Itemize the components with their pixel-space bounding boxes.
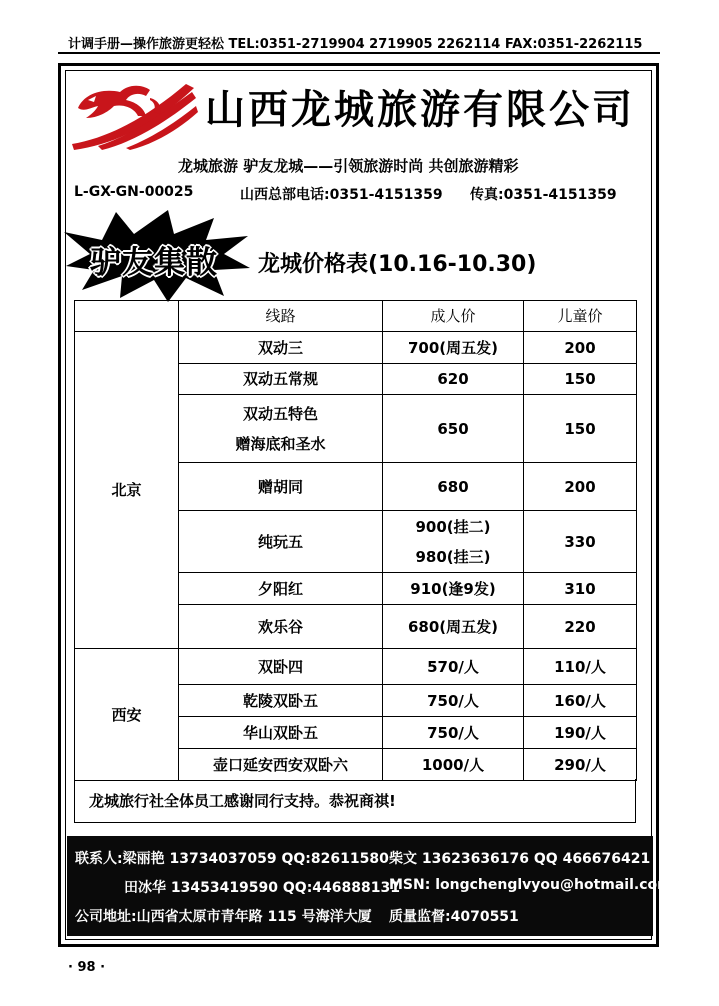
running-header: 计调手册—操作旅游更轻松 TEL:0351-2719904 2719905 2262114 FAX:0351-2262115: [68, 37, 643, 52]
adult-price-cell: [383, 511, 524, 573]
region-cell: 西安: [75, 649, 179, 781]
route-cell: 双动三: [179, 332, 383, 364]
child-price-cell: 310: [524, 573, 637, 605]
contact-panel: [67, 836, 672, 936]
adult-price-line: 980(挂三): [415, 547, 491, 566]
header-region: [75, 301, 179, 332]
company-slogan: 龙城旅游 驴友龙城——引领旅游时尚 共创旅游精彩: [178, 157, 519, 175]
contact-address: 公司地址:山西省太原市青年路 115 号海洋大厦: [75, 909, 372, 925]
contact-line1-left: 联系人:梁丽艳 13734037059 QQ:82611580: [75, 851, 389, 867]
header-child-price: 儿童价: [524, 301, 637, 332]
price-table: [74, 300, 637, 781]
adult-price-cell: 650: [383, 395, 524, 463]
child-price-cell: 110/人: [524, 649, 637, 685]
child-price-cell: 290/人: [524, 749, 637, 781]
hq-fax: 传真:0351-4151359: [470, 187, 617, 203]
thanks-note: 龙城旅行社全体员工感谢同行支持。恭祝商祺!: [74, 779, 636, 823]
contact-line1-right: 柴文 13623636176 QQ 466676421: [389, 851, 651, 867]
adult-price-line: 900(挂二): [415, 517, 491, 536]
child-price-cell: 190/人: [524, 717, 637, 749]
route-cell: 双卧四: [179, 649, 383, 685]
header-rule: [58, 52, 660, 54]
price-table-title: 龙城价格表(10.16-10.30): [258, 252, 537, 277]
adult-price-cell: 680: [383, 463, 524, 511]
contact-supervision: 质量监督:4070551: [389, 909, 519, 925]
license-code: L-GX-GN-00025: [74, 184, 194, 200]
contact-line2-right: MSN: longchenglvyou@hotmail.com: [389, 877, 672, 893]
route-cell: 壶口延安西安双卧六: [179, 749, 383, 781]
adult-price-cell: 700(周五发): [383, 332, 524, 364]
page-number: · 98 ·: [68, 960, 106, 975]
child-price-cell: 200: [524, 463, 637, 511]
adult-price-cell: 750/人: [383, 685, 524, 717]
route-cell: 双动五常规: [179, 364, 383, 395]
route-cell: [179, 395, 383, 463]
adult-price-cell: 570/人: [383, 649, 524, 685]
company-logo: [68, 78, 198, 150]
route-cell: 纯玩五: [179, 511, 383, 573]
contact-line2-left: 田冰华 13453419590 QQ:446888131: [124, 880, 400, 896]
adult-price-cell: 910(逢9发): [383, 573, 524, 605]
route-cell: 夕阳红: [179, 573, 383, 605]
table-row: [75, 649, 637, 685]
route-line: 双动五特色: [242, 404, 318, 423]
table-header-row: [75, 301, 637, 332]
route-cell: 赠胡同: [179, 463, 383, 511]
header-route: 线路: [179, 301, 383, 332]
adult-price-cell: 680(周五发): [383, 605, 524, 649]
header-adult-price: 成人价: [383, 301, 524, 332]
table-row: [75, 332, 637, 364]
child-price-cell: 150: [524, 395, 637, 463]
route-line: 赠海底和圣水: [235, 434, 326, 453]
adult-price-cell: 750/人: [383, 717, 524, 749]
burst-label: 驴友集散: [90, 245, 218, 281]
region-cell: 北京: [75, 332, 179, 649]
company-name: 山西龙城旅游有限公司: [205, 87, 635, 133]
child-price-cell: 200: [524, 332, 637, 364]
hq-phone: 山西总部电话:0351-4151359: [240, 187, 443, 203]
adult-price-cell: 1000/人: [383, 749, 524, 781]
route-cell: 华山双卧五: [179, 717, 383, 749]
route-cell: 乾陵双卧五: [179, 685, 383, 717]
child-price-cell: 160/人: [524, 685, 637, 717]
child-price-cell: 330: [524, 511, 637, 573]
child-price-cell: 220: [524, 605, 637, 649]
route-cell: 欢乐谷: [179, 605, 383, 649]
adult-price-cell: 620: [383, 364, 524, 395]
child-price-cell: 150: [524, 364, 637, 395]
